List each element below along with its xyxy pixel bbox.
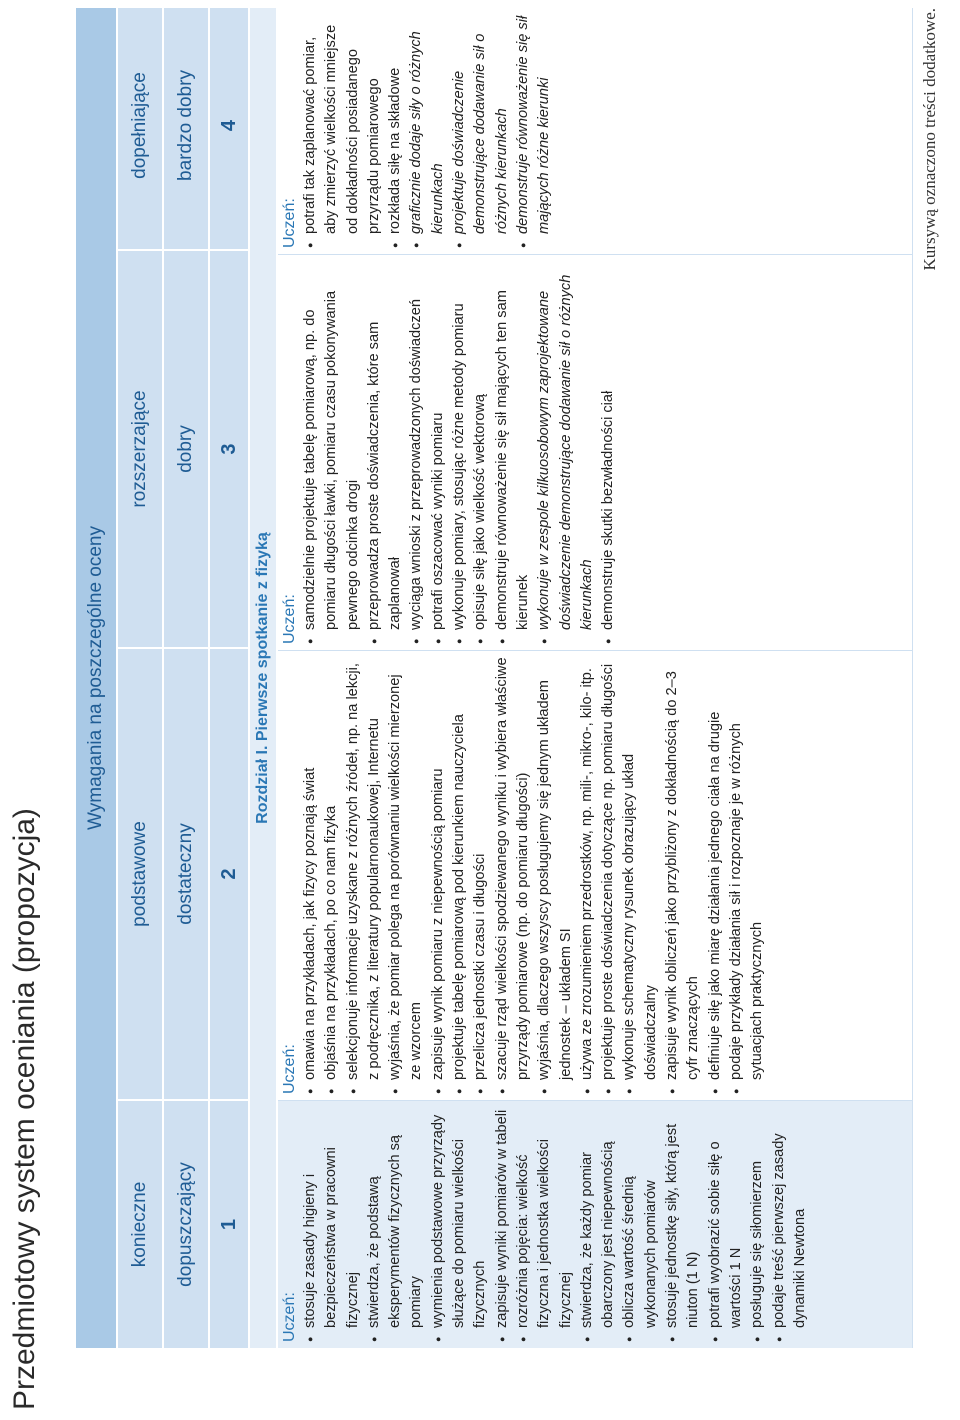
requirement-item: ● wymienia podstawowe przyrządy służące do pomiaru wielkości fizycznych — [428, 1105, 492, 1342]
requirement-item: ● wykonuje schematyczny rysunek obrazujący układ doświadczalny — [619, 655, 662, 1094]
grade-dostateczny: dostateczny — [164, 649, 208, 1101]
requirement-item: ● wykonuje pomiary, stosując różne metody pomiaru — [449, 259, 470, 644]
requirement-item: ● demonstruje równoważenie się sił mających różne kierunki — [513, 12, 556, 248]
requirement-item: ● wyjaśnia, dlaczego wszyscy posługujemy się jednym układem jednostek – układem SI — [534, 655, 577, 1094]
requirements-header — [76, 8, 116, 1348]
requirement-item: ● zapisuje wynik pomiaru z niepewnością pomiaru — [428, 655, 449, 1094]
requirement-item: ● omawia na przykładach, jak fizycy poznają świat — [300, 655, 321, 1094]
requirement-rozszerzajace: rozszerzające — [118, 251, 162, 649]
level-number-row — [210, 8, 248, 1348]
requirement-item: ● używa ze zrozumieniem przedrostków, np. mili-, mikro-, kilo- itp. — [577, 655, 598, 1094]
level-number: 4 — [210, 2, 248, 251]
requirement-level-row — [118, 8, 162, 1348]
column-level-2 — [278, 651, 912, 1101]
requirement-podstawowe: podstawowe — [118, 649, 162, 1101]
page-title: Przedmiotowy system oceniania (propozycja) — [8, 808, 41, 1410]
requirement-konieczne: konieczne — [129, 1181, 150, 1268]
column-label: Uczeń: — [281, 1044, 298, 1094]
requirement-item: ● rozkłada siłę na składowe — [385, 12, 406, 248]
requirements-header-label: Wymagania na poszczególne oceny — [85, 526, 106, 831]
requirement-item: ● zapisuje wyniki pomiarów w tabeli — [492, 1105, 513, 1342]
grade-bardzo-dobry: bardzo dobry — [164, 2, 208, 251]
requirement-item: ● szacuje rząd wielkości spodziewanego wyniku i wybiera właściwe przyrządy pomiarowe (np. do pomiaru długości) — [492, 655, 535, 1094]
chapter-header — [250, 8, 276, 1348]
requirement-item: ● przeprowadza proste doświadczenia, które sam zaplanował — [364, 259, 407, 644]
requirement-item: ● podaje treść pierwszej zasady dynamiki Newtona — [769, 1105, 812, 1342]
requirement-item: ● wyjaśnia, że pomiar polega na porównaniu wielkości mierzonej ze wzorcem — [385, 655, 428, 1094]
requirement-item: ● selekcjonuje informacje uzyskane z różnych źródeł, np. na lekcji, z podręcznika, z literatury popularnonaukowej, Internetu — [343, 655, 386, 1094]
level-number: 2 — [210, 649, 248, 1101]
requirement-item: ● przelicza jednostki czasu i długości — [470, 655, 491, 1094]
requirements-list — [300, 259, 619, 644]
column-level-3 — [278, 255, 912, 651]
requirement-dopelniajace: dopełniające — [118, 2, 162, 251]
requirement-item: ● definiuje siłę jako miarę działania jednego ciała na drugie — [705, 655, 726, 1094]
requirement-item: ● stwierdza, że podstawą eksperymentów fizycznych są pomiary — [364, 1105, 428, 1342]
requirement-item: ● objaśnia na przykładach, po co nam fizyka — [321, 655, 342, 1094]
grade-dobry: dobry — [164, 251, 208, 649]
requirement-item: ● rozróżnia pojęcia: wielkość fizyczna i jednostka wielkości fizycznej — [513, 1105, 577, 1342]
column-level-4 — [278, 8, 912, 255]
requirement-item: ● posługuje się siłomierzem — [747, 1105, 768, 1342]
requirement-item: ● zapisuje wynik obliczeń jako przybliżony z dokładnością do 2–3 cyfr znaczących — [662, 655, 705, 1094]
requirement-item: ● wykonuje w zespole kilkuosobowym zaprojektowane doświadczenie demonstrujące dodawanie sił o różnych kierunkach — [534, 259, 598, 644]
requirement-item: ● wyciąga wnioski z przeprowadzonych doświadczeń — [406, 259, 427, 644]
requirement-item: ● projektuje doświadczenie demonstrujące dodawanie sił o różnych kierunkach — [449, 12, 513, 248]
level-number: 1 — [217, 1218, 240, 1231]
requirement-item: ● stwierdza, że każdy pomiar obarczony jest niepewnością — [577, 1105, 620, 1342]
italic-note: Kursywą oznaczono treści dodatkowe. — [920, 8, 939, 271]
requirements-list — [300, 655, 769, 1094]
requirement-item: ● stosuje zasady higieny i bezpieczeństwa w pracowni fizycznej — [300, 1105, 364, 1342]
chapter-title: Rozdział I. Pierwsze spotkanie z fizyką — [254, 532, 271, 824]
requirement-item: ● graficznie dodaje siły o różnych kierunkach — [406, 12, 449, 248]
requirement-item: ● stosuje jednostkę siły, którą jest niuton (1 N) — [662, 1105, 705, 1342]
column-level-1 — [278, 1101, 912, 1348]
requirement-item: ● opisuje siłę jako wielkość wektorową — [470, 259, 491, 644]
column-label: Uczeń: — [281, 1292, 298, 1342]
requirement-item: ● potrafi tak zaplanować pomiar, aby zmierzyć wielkości mniejsze od dokładności posiadanego przyrządu pomiarowego — [300, 12, 385, 248]
requirement-item: ● potrafi wyobrazić sobie siłę o wartości 1 N — [705, 1105, 748, 1342]
requirement-item: ● demonstruje skutki bezwładności ciał — [598, 259, 619, 644]
column-label: Uczeń: — [281, 198, 298, 248]
requirement-item: ● projektuje tabelę pomiarową pod kierunkiem nauczyciela — [449, 655, 470, 1094]
level-number: 3 — [210, 251, 248, 649]
requirement-item: ● potrafi oszacować wyniki pomiaru — [428, 259, 449, 644]
requirement-item: ● samodzielnie projektuje tabelę pomiarową, np. do pomiaru długości ławki, pomiaru czasu pokonywania pewnego odcinka drogi — [300, 259, 364, 644]
requirement-item: ● oblicza wartość średnią wykonanych pomiarów — [619, 1105, 662, 1342]
column-label: Uczeń: — [281, 594, 298, 644]
requirements-list — [300, 1105, 811, 1342]
grade-dopuszczajacy: dopuszczający — [175, 1162, 196, 1287]
grade-row — [164, 8, 208, 1348]
requirement-item: ● projektuje proste doświadczenia dotyczące np. pomiaru długości — [598, 655, 619, 1094]
requirements-body — [278, 8, 913, 1348]
requirement-item: ● podaje przykłady działania sił i rozpoznaje je w różnych sytuacjach praktycznych — [726, 655, 769, 1094]
requirement-item: ● demonstruje równoważenie się sił mających ten sam kierunek — [492, 259, 535, 644]
requirements-list — [300, 12, 556, 248]
